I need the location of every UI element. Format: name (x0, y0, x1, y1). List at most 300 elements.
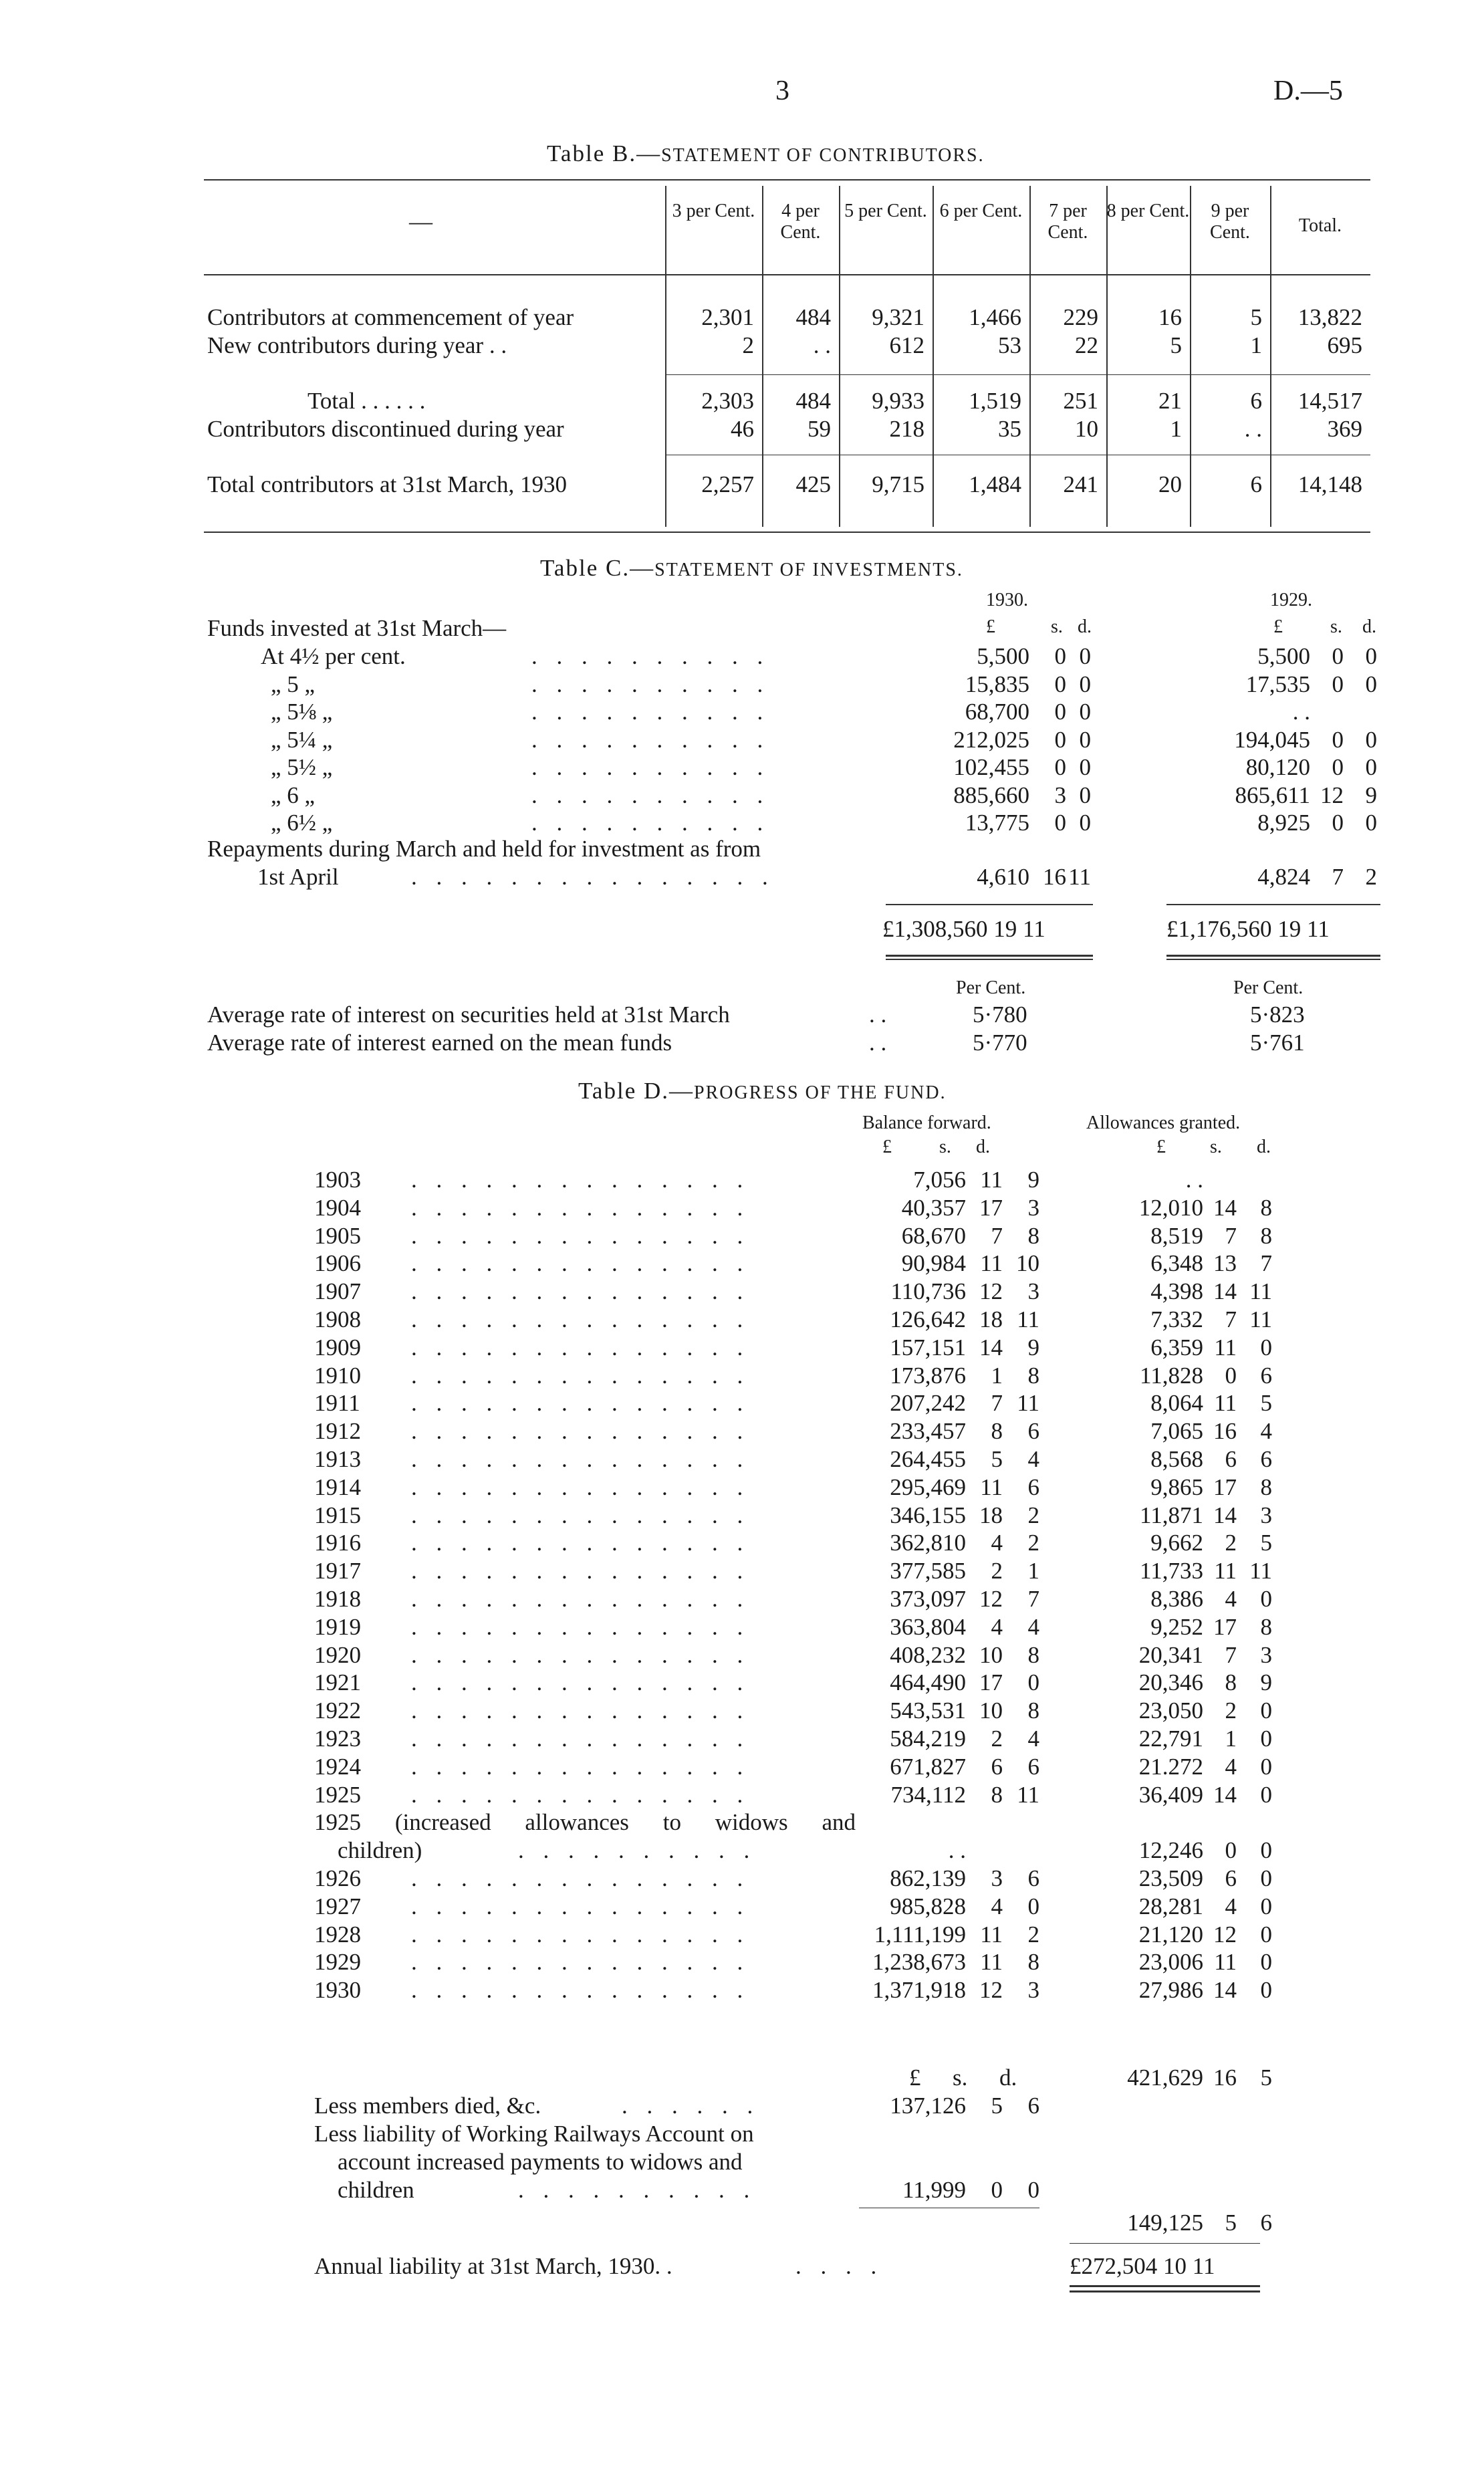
table-c-value-1930: 0 (1079, 699, 1091, 725)
table-d-balance-value: 9 (1027, 1334, 1039, 1361)
table-d-allowance-value: 7 (1225, 1306, 1237, 1332)
table-c-value-1930: 0 (1054, 643, 1066, 669)
table-d-balance-value: 11 (980, 1949, 1003, 1976)
table-d-allowance-value: 21.272 (1138, 1753, 1203, 1780)
table-d-balance-value: 68,670 (901, 1222, 966, 1249)
page-number: 3 (775, 76, 789, 106)
table-d-less-total: 5 (1225, 2210, 1237, 2236)
table-c-repayment-1929: 2 (1365, 864, 1377, 890)
table-d-allowance-value: 28,281 (1138, 1893, 1203, 1919)
table-c-value-1929: 5,500 (1257, 643, 1310, 669)
table-d-allowance-value: 2 (1225, 1697, 1237, 1724)
table-d-allowance-value: 17 (1213, 1613, 1237, 1640)
table-d-balance-value: 4 (1027, 1613, 1039, 1640)
table-d-lsd-header: d. (976, 1137, 990, 1157)
table-d-balance-value: 11 (980, 1167, 1003, 1193)
table-d-less-liability-line3: children (338, 2177, 414, 2203)
table-d-balance-value: 2 (991, 1726, 1003, 1752)
table-b-cell: 369 (1327, 416, 1362, 442)
table-d-balance-value: 1 (1027, 1558, 1039, 1584)
table-c-value-1930: 0 (1054, 699, 1066, 725)
table-d-allowance-value: 11 (1214, 1558, 1237, 1584)
table-d-balance-value: 207,242 (890, 1390, 966, 1417)
table-d-year-label: 1924 (314, 1753, 361, 1780)
table-c-repayment-1929: 4,824 (1257, 864, 1310, 890)
table-b-cell: 1,484 (969, 471, 1021, 497)
table-d-allowance-value: 0 (1260, 1726, 1272, 1752)
table-d-year-label: 1908 (314, 1306, 361, 1332)
table-c-value-1929: 9 (1365, 782, 1377, 808)
dot-leader: . . . . . . . . . . . . . . (411, 1194, 750, 1221)
table-d-annual-liability-label: Annual liability at 31st March, 1930. . (314, 2253, 672, 2279)
table-d-balance-value: 11 (980, 1474, 1003, 1500)
table-b-title: Table B.—STATEMENT OF CONTRIBUTORS. (547, 140, 985, 166)
table-c-value-1929: 8,925 (1257, 810, 1310, 836)
table-d-allowance-value: 11 (1214, 1949, 1237, 1976)
table-d-balance-value: 3 (1027, 1194, 1039, 1221)
dot-leader: . . . . . . . . . . . . . . (411, 1530, 750, 1556)
table-d-allowance-value: 27,986 (1138, 1977, 1203, 2004)
table-d-allowance-value: 7 (1225, 1641, 1237, 1668)
document-reference: D.—5 (1273, 76, 1343, 106)
table-b-cell: 9,321 (872, 304, 924, 330)
table-c-year-1930: 1930. (986, 590, 1028, 610)
table-b-cell: 14,517 (1297, 388, 1362, 414)
table-d-balance-value: 7 (991, 1390, 1003, 1417)
table-d-balance-value: 233,457 (890, 1418, 966, 1445)
table-d-year-label: 1927 (314, 1893, 361, 1919)
table-d-lsd-header: s. (953, 2065, 968, 2091)
table-c-value-1929: 0 (1365, 810, 1377, 836)
table-d-title: Table D.—PROGRESS OF THE FUND. (578, 1078, 947, 1104)
table-d-allowance-value: 8,064 (1150, 1390, 1203, 1417)
table-b-cell: 484 (795, 304, 831, 330)
table-d-balance-value: 40,357 (901, 1194, 966, 1221)
dot-leader: . . . . . . . . . . (531, 754, 770, 780)
table-d-allowance-value: 6,359 (1150, 1334, 1203, 1361)
table-d-balance-value: 11 (1017, 1390, 1039, 1417)
table-d-allowance-value: 14 (1213, 1781, 1237, 1808)
table-d-balance-value: 11 (980, 1250, 1003, 1277)
table-d-year-label: 1905 (314, 1222, 361, 1249)
table-c-rate-label: „ 6 „ (271, 782, 316, 808)
table-d-balance-value: 543,531 (890, 1697, 966, 1724)
table-c-lsd-header: £ (1273, 616, 1283, 637)
table-d-balance-value: 985,828 (890, 1893, 966, 1919)
table-d-allowance-value: 6 (1260, 1446, 1272, 1472)
table-c-rate-label: „ 5 „ (271, 671, 316, 697)
table-c-value-1930: 68,700 (965, 699, 1029, 725)
table-b-col-header: 3 per Cent. (672, 201, 755, 221)
dot-leader: . . . . . . . . . . . . . . (411, 1390, 750, 1417)
table-d-allowance-value: 5 (1260, 1530, 1272, 1556)
dot-leader: . . . . . . . . . . . . . . (411, 1222, 750, 1249)
table-d-balance-value: 8 (991, 1418, 1003, 1445)
table-d-annual-liability-value: £272,504 10 11 (1070, 2253, 1215, 2279)
table-d-balance-value: 362,810 (890, 1530, 966, 1556)
table-b-cell: 2,301 (701, 304, 754, 330)
table-c-value-1929: 0 (1365, 643, 1377, 669)
table-d-allowance-value: 23,006 (1138, 1949, 1203, 1976)
table-c-value-1929: 0 (1332, 726, 1344, 753)
table-d-allowance-value: 0 (1225, 1362, 1237, 1389)
table-c-value-1930: 0 (1054, 810, 1066, 836)
table-d-year-label: 1915 (314, 1502, 361, 1528)
table-b-cell: 1 (1170, 416, 1182, 442)
table-d-balance-value: 363,804 (890, 1613, 966, 1640)
table-d-allowance-value: 14 (1213, 1977, 1237, 2004)
table-b-cell: 14,148 (1297, 471, 1362, 497)
table-d-allowance-sum: 421,629 (1127, 2065, 1203, 2091)
dot-leader: . . . . . . . . . . . . . . (411, 1502, 750, 1528)
table-d-allowance-value: 8 (1260, 1194, 1272, 1221)
dot-leader: . . . . . . . . . . . . . . . (411, 864, 775, 890)
table-d-year-label: 1903 (314, 1167, 361, 1193)
dot-leader: . . . . . . . . . . . . . . (411, 1167, 750, 1193)
table-d-balance-value: 18 (979, 1502, 1003, 1528)
table-c-title: Table C.—STATEMENT OF INVESTMENTS. (540, 555, 963, 581)
dot-leader: . . . . . . . . . . . . . . (411, 1558, 750, 1584)
table-b-row-label: Total contributors at 31st March, 1930 (207, 471, 568, 497)
table-d-less-liability-line1: Less liability of Working Railways Account on (314, 2121, 754, 2147)
table-d-balance-value: . . (948, 1837, 966, 1864)
table-d-balance-value: 4 (991, 1893, 1003, 1919)
table-b-cell: 484 (795, 388, 831, 414)
table-d-balance-value: 7 (1027, 1586, 1039, 1612)
table-d-year-label: 1929 (314, 1949, 361, 1976)
table-d-allowance-value: 7,065 (1150, 1418, 1203, 1445)
table-d-balance-value: 0 (1027, 1893, 1039, 1919)
table-c-rate-label: At 4½ per cent. (261, 643, 406, 669)
table-c-value-1930: 0 (1079, 726, 1091, 753)
dot-leader: . . . . . . . . . . (531, 726, 770, 753)
table-b-cell: 695 (1327, 332, 1362, 358)
table-c-repayment-1930: 11 (1068, 864, 1091, 890)
table-d-year-label: 1922 (314, 1697, 361, 1724)
table-d-allowance-value: 7 (1225, 1222, 1237, 1249)
table-d-lsd-header: d. (1257, 1137, 1271, 1157)
table-d-allowance-value: 9 (1260, 1669, 1272, 1696)
table-b-cell: 5 (1250, 304, 1262, 330)
table-c-repayment-1929: 7 (1332, 864, 1344, 890)
table-b-cell: 20 (1158, 471, 1182, 497)
table-d-allowance-value: 11,871 (1140, 1502, 1203, 1528)
table-d-less-total: 6 (1260, 2210, 1272, 2236)
table-d-balance-value: 17 (979, 1194, 1003, 1221)
table-c-year-1929: 1929. (1270, 590, 1312, 610)
dot-leader: . . . . . . . . . . . . . . (411, 1334, 750, 1361)
table-b-row-label: Contributors at commencement of year (207, 304, 574, 330)
table-d-allowance-value: 6 (1225, 1446, 1237, 1472)
dot-leader: . . . . . . . . . . . . . . (411, 1669, 750, 1696)
table-d-balance-value: 6 (1027, 1418, 1039, 1445)
table-c-value-1930: 0 (1054, 754, 1066, 780)
table-b-cell: 10 (1075, 416, 1098, 442)
table-d-balance-value: 3 (991, 1865, 1003, 1891)
table-d-col-allowances-granted: Allowances granted. (1086, 1112, 1241, 1133)
dot-leader: . . (869, 1002, 887, 1028)
table-d-allowance-value: 14 (1213, 1194, 1237, 1221)
table-b-col-header: Total. (1298, 215, 1342, 236)
table-d-balance-value: 10 (979, 1697, 1003, 1724)
dot-leader: . . . . . . . . . . . . . . (411, 1865, 750, 1891)
table-d-col-balance-forward: Balance forward. (862, 1112, 991, 1133)
table-d-less-liability-value: 0 (991, 2177, 1003, 2203)
table-d-lsd-header: £ (882, 1137, 892, 1157)
table-d-allowance-value: 11 (1249, 1558, 1272, 1584)
table-d-balance-value: 8 (1027, 1641, 1039, 1668)
table-d-allowance-value: 8 (1260, 1474, 1272, 1500)
table-d-balance-value: 90,984 (901, 1250, 966, 1277)
table-c-value-1930: 0 (1054, 671, 1066, 697)
table-d-allowance-value: 9,252 (1150, 1613, 1203, 1640)
table-c-value-1929: 0 (1332, 671, 1344, 697)
table-d-allowance-value: 14 (1213, 1502, 1237, 1528)
table-d-allowance-value: 11 (1214, 1334, 1237, 1361)
table-d-balance-value: 8 (1027, 1697, 1039, 1724)
table-d-less-died-value: 5 (991, 2093, 1003, 2119)
table-d-allowance-value: 0 (1260, 1837, 1272, 1864)
table-b-blank-header: — (409, 209, 432, 235)
dot-leader: . . . . . . . . . . . . . . (411, 1921, 750, 1948)
table-d-allowance-value: 8,519 (1150, 1222, 1203, 1249)
dot-leader: . . . . . . . . . . . . . . (411, 1250, 750, 1277)
table-b-cell: . . (813, 332, 831, 358)
table-c-value-1929: 80,120 (1245, 754, 1310, 780)
table-d-allowance-value: 0 (1260, 1334, 1272, 1361)
dot-leader: . . . . . . . . . . . . . . (411, 1977, 750, 2004)
dot-leader: . . . . . . . . . . . . . . (411, 1613, 750, 1640)
table-c-value-1929: 0 (1365, 754, 1377, 780)
dot-leader: . . . . . . (622, 2093, 760, 2119)
table-c-percent-header-1930: Per Cent. (956, 977, 1026, 998)
table-d-lsd-header: d. (999, 2065, 1017, 2091)
table-d-allowance-sum: 16 (1213, 2065, 1237, 2091)
table-d-allowance-value: 21,120 (1138, 1921, 1203, 1948)
table-d-allowance-value: 9,662 (1150, 1530, 1203, 1556)
table-c-value-1930: 13,775 (965, 810, 1029, 836)
table-d-balance-value: 157,151 (890, 1334, 966, 1361)
table-d-balance-value: 6 (1027, 1865, 1039, 1891)
table-d-year-label: 1925 (increased allowances to widows and (314, 1809, 856, 1836)
table-d-balance-value: 377,585 (890, 1558, 966, 1584)
table-d-balance-value: 8 (991, 1781, 1003, 1808)
table-d-allowance-value: 8,386 (1150, 1586, 1203, 1612)
table-d-balance-value: 11 (1017, 1306, 1039, 1332)
table-c-total-1930: £1,308,560 19 11 (882, 916, 1045, 942)
table-c-value-1929: 0 (1365, 671, 1377, 697)
table-d-allowance-value: 12,246 (1138, 1837, 1203, 1864)
table-d-allowance-value: 11 (1249, 1306, 1272, 1332)
table-d-allowance-value: 0 (1260, 1753, 1272, 1780)
table-d-year-label: children) (338, 1837, 422, 1864)
table-c-percent-header-1929: Per Cent. (1233, 977, 1304, 998)
table-d-year-label: 1904 (314, 1194, 361, 1221)
table-d-balance-value: 346,155 (890, 1502, 966, 1528)
dot-leader: . . . . . . . . . . . . . . (411, 1949, 750, 1976)
table-d-balance-value: 18 (979, 1306, 1003, 1332)
table-d-balance-value: 11 (1017, 1781, 1039, 1808)
table-d-balance-value: 14 (979, 1334, 1003, 1361)
table-d-balance-value: 4 (991, 1530, 1003, 1556)
table-b-col-header: 6 per Cent. (939, 201, 1023, 221)
table-d-allowance-value: 17 (1213, 1474, 1237, 1500)
dot-leader: . . . . . . . . . . . . . . (411, 1446, 750, 1472)
table-d-year-label: 1911 (314, 1390, 360, 1417)
table-d-allowance-value: 0 (1260, 1865, 1272, 1891)
dot-leader: . . . . . . . . . . (531, 643, 770, 669)
table-d-allowance-value: 0 (1260, 1781, 1272, 1808)
table-d-balance-value: 671,827 (890, 1753, 966, 1780)
dot-leader: . . . . . . . . . . . . . . (411, 1781, 750, 1808)
table-d-lsd-header: £ (1156, 1137, 1166, 1157)
table-d-allowance-value: 22,791 (1138, 1726, 1203, 1752)
table-d-allowance-value: 6 (1225, 1865, 1237, 1891)
table-c-lsd-header: d. (1078, 616, 1092, 637)
dot-leader: . . . . . . . . . . (531, 782, 770, 808)
table-d-balance-value: 5 (991, 1446, 1003, 1472)
table-c-avg-securities-1930: 5·780 (973, 1002, 1027, 1028)
table-b-col-header: 5 per Cent. (844, 201, 927, 221)
table-d-allowance-value: 4 (1225, 1893, 1237, 1919)
table-d-less-liability-value: 11,999 (902, 2177, 966, 2203)
table-d-balance-value: 1,371,918 (872, 1977, 966, 2004)
table-b-cell: 2,257 (701, 471, 754, 497)
table-d-allowance-value: 5 (1260, 1390, 1272, 1417)
table-d-year-label: 1928 (314, 1921, 361, 1948)
table-d-allowance-value: 7,332 (1150, 1306, 1203, 1332)
table-d-allowance-value: 7 (1260, 1250, 1272, 1277)
table-d-balance-value: 7,056 (913, 1167, 966, 1193)
table-d-year-label: 1926 (314, 1865, 361, 1891)
table-c-lsd-header: s. (1330, 616, 1342, 637)
dot-leader: . . . . . . . . . . (518, 1837, 757, 1864)
table-d-balance-value: 12 (979, 1977, 1003, 2004)
table-d-allowance-value: 0 (1260, 1893, 1272, 1919)
table-c-lsd-header: £ (986, 616, 995, 637)
table-b-cell: 2,303 (701, 388, 754, 414)
table-d-allowance-value: 14 (1213, 1278, 1237, 1305)
table-d-year-label: 1910 (314, 1362, 361, 1389)
table-c-value-1930: 0 (1079, 810, 1091, 836)
table-d-balance-value: 8 (1027, 1949, 1039, 1976)
table-c-avg-mean-funds-label: Average rate of interest earned on the mean funds (207, 1030, 672, 1056)
table-d-balance-value: 2 (1027, 1921, 1039, 1948)
table-c-avg-mean-funds-1929: 5·761 (1250, 1030, 1305, 1056)
table-d-balance-value: 408,232 (890, 1641, 966, 1668)
table-d-year-label: 1920 (314, 1641, 361, 1668)
table-b-cell: 6 (1250, 471, 1262, 497)
table-d-lsd-header: s. (1210, 1137, 1222, 1157)
table-d-allowance-value: 2 (1225, 1530, 1237, 1556)
table-d-year-label: 1907 (314, 1278, 361, 1305)
table-d-allowance-value: 11 (1214, 1390, 1237, 1417)
table-d-balance-value: 6 (1027, 1474, 1039, 1500)
table-d-allowance-value: 0 (1260, 1586, 1272, 1612)
table-b-cell: 53 (998, 332, 1021, 358)
table-d-allowance-value: 0 (1260, 1949, 1272, 1976)
table-c-value-1930: 0 (1079, 782, 1091, 808)
table-d-balance-value: 2 (1027, 1530, 1039, 1556)
table-c-avg-mean-funds-1930: 5·770 (973, 1030, 1027, 1056)
table-d-allowance-value: . . (1185, 1167, 1203, 1193)
table-d-balance-value: 734,112 (890, 1781, 966, 1808)
table-c-value-1930: 0 (1079, 754, 1091, 780)
table-d-balance-value: 8 (1027, 1362, 1039, 1389)
dot-leader: . . . . . . . . . . . . . . (411, 1306, 750, 1332)
table-d-year-label: 1917 (314, 1558, 361, 1584)
table-b-row-label: New contributors during year . . (207, 332, 507, 358)
table-d-allowance-value: 20,341 (1138, 1641, 1203, 1668)
table-d-less-died-value: 137,126 (890, 2093, 966, 2119)
table-d-balance-value: 12 (979, 1586, 1003, 1612)
table-d-balance-value: 4 (991, 1613, 1003, 1640)
table-d-allowance-value: 11 (1249, 1278, 1272, 1305)
table-d-year-label: 1916 (314, 1530, 361, 1556)
table-d-year-label: 1921 (314, 1669, 361, 1696)
table-d-balance-value: 7 (991, 1222, 1003, 1249)
table-c-total-1929: £1,176,560 19 11 (1166, 916, 1330, 942)
table-d-balance-value: 3 (1027, 1278, 1039, 1305)
table-d-balance-value: 12 (979, 1278, 1003, 1305)
table-d-allowance-value: 6 (1260, 1362, 1272, 1389)
table-d-year-label: 1912 (314, 1418, 361, 1445)
table-c-repayment-1930: 4,610 (977, 864, 1029, 890)
table-d-balance-value: 10 (979, 1641, 1003, 1668)
table-c-value-1929: 0 (1332, 754, 1344, 780)
table-d-balance-value: 9 (1027, 1167, 1039, 1193)
table-d-allowance-value: 3 (1260, 1502, 1272, 1528)
table-d-allowance-value: 23,509 (1138, 1865, 1203, 1891)
table-b-cell: 22 (1075, 332, 1098, 358)
table-b-cell: 251 (1063, 388, 1098, 414)
table-d-allowance-sum: 5 (1260, 2065, 1272, 2091)
table-d-less-liability-value: 0 (1027, 2177, 1039, 2203)
dot-leader: . . . . . . . . . . . . . . (411, 1474, 750, 1500)
table-c-repayments-line1: Repayments during March and held for investment as from (207, 836, 761, 862)
table-d-allowance-value: 23,050 (1138, 1697, 1203, 1724)
table-d-balance-value: 264,455 (890, 1446, 966, 1472)
table-d-balance-value: 6 (991, 1753, 1003, 1780)
table-d-allowance-value: 4,398 (1150, 1278, 1203, 1305)
table-d-year-label: 1906 (314, 1250, 361, 1277)
dot-leader: . . . . . . . . . . . . . . (411, 1418, 750, 1445)
dot-leader: . . . . . . . . . . . . . . (411, 1362, 750, 1389)
table-b-cell: 425 (795, 471, 831, 497)
dot-leader: . . (869, 1030, 887, 1056)
table-d-balance-value: 11 (980, 1921, 1003, 1948)
table-d-balance-value: 126,642 (890, 1306, 966, 1332)
table-d-balance-value: 1,238,673 (872, 1949, 966, 1976)
table-c-value-1930: 0 (1079, 643, 1091, 669)
table-c-avg-securities-1929: 5·823 (1250, 1002, 1305, 1028)
table-b-cell: 1,466 (969, 304, 1021, 330)
table-c-rate-label: „ 5⅛ „ (271, 699, 333, 725)
table-d-allowance-value: 0 (1260, 1921, 1272, 1948)
table-c-avg-securities-label: Average rate of interest on securities held at 31st March (207, 1002, 730, 1028)
table-c-value-1930: 15,835 (965, 671, 1029, 697)
table-b-row-label: Contributors discontinued during year (207, 416, 564, 442)
table-d-allowance-value: 8 (1260, 1613, 1272, 1640)
table-d-allowance-value: 4 (1225, 1586, 1237, 1612)
table-d-allowance-value: 11,828 (1140, 1362, 1203, 1389)
table-d-year-label: 1925 (314, 1781, 361, 1808)
table-c-value-1929: 0 (1365, 726, 1377, 753)
table-d-allowance-value: 6,348 (1150, 1250, 1203, 1277)
table-d-balance-value: 464,490 (890, 1669, 966, 1696)
table-d-allowance-value: 0 (1260, 1697, 1272, 1724)
table-c-value-1929: 0 (1332, 810, 1344, 836)
